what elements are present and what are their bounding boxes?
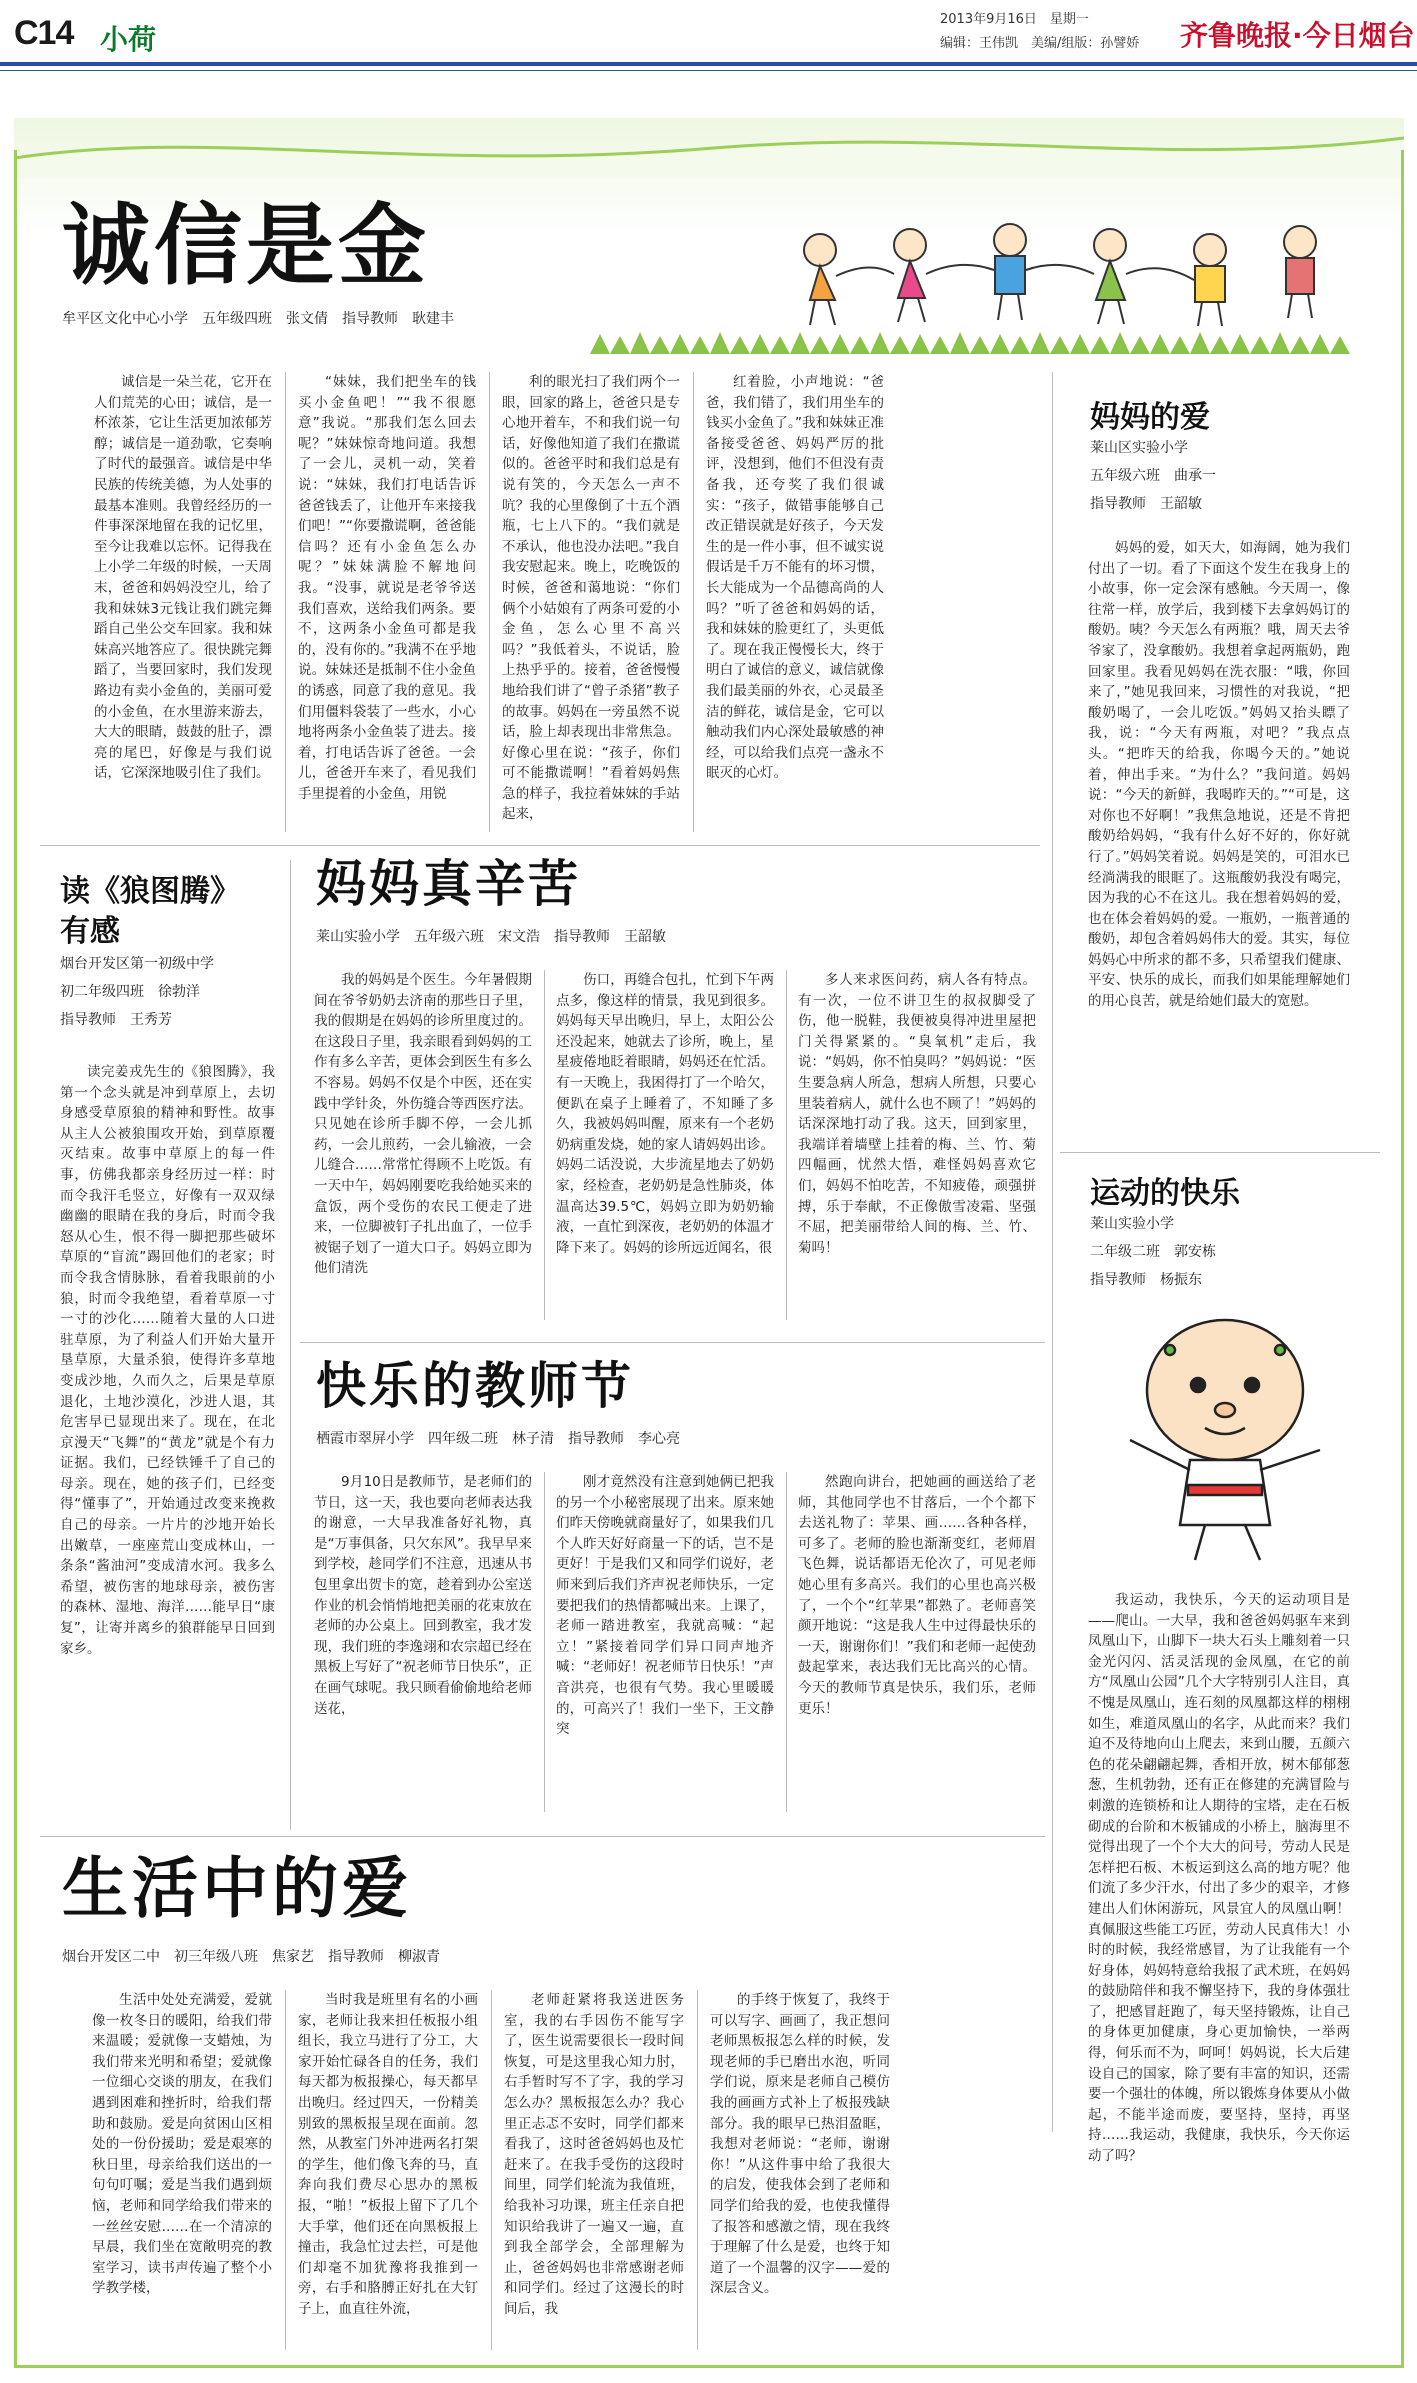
column-divider — [285, 1990, 286, 2350]
class-yundong: 二年级二班 郭安栋 — [1090, 1244, 1216, 1260]
article-body-shenghuo-col2: 当时我是班里有名的小画家，老师让我来担任板报小组组长，我立马进行了分工，大家开始忙碌各自的任务，我们每天都为板报操心，每天都早出晚归。经过四天，一份精美别致的黑板报呈现在面前。忽然，从教室门外冲进两名打架的学生，他们像飞奔的马，直奔向我们费尽心思办的黑板报，“啪！”板报上留下了几个大手掌，他们还在向黑板报上撞击，我急忙过去拦，可是他们却毫不加犹豫将我推到一旁，右手和胳膊正好扎在大钉子上，血直往外流， — [298, 1992, 478, 2317]
cartoon-boy-exercising-illustration — [1110, 1310, 1340, 1570]
article-body-langtuteng: 读完姜戎先生的《狼图腾》，我第一个念头就是冲到草原上，去切身感受草原狼的精神和野性。故事从主人公被狼围攻开始，到草原覆灭结束。故事中草原上的每一件事，仿佛我都亲身经历过一样：时而令我汗毛竖立，好像有一双双绿幽幽的眼睛在我的身后，时而令我怒从心生，恨不得一脚把那些破坏草原的“盲流”踢回他们的老家；时而令我含情脉脉，看着我眼前的小狼，时而令我绝望，看着草原一寸一寸的沙化……随着大量的人口进驻草原，为了利益人们开始大量开垦草原，大量杀狼，使得许多草地变成沙地，久而久之，后果是草原退化，土地沙漠化，沙进人退，其危害早已显现出来了。现在，在北京漫天“飞舞”的“黄龙”就是个有力证据。我们，已经铁锤千了自己的母亲。现在，她的孩子们，已经变得“懂事了”，开始通过改变来挽救自己的母亲。一片片的沙地开始长出嫩草，一座座荒山变成林山，一条条“酱油河”变成清水河。我多么希望，被伤害的地球母亲，被伤害的森林、湿地、海洋……能早日“康复”，让寄并离乡的狼群能早日回到家乡。 — [60, 1064, 275, 1657]
column-divider — [544, 970, 545, 1320]
school-langtuteng: 烟台开发区第一初级中学 — [60, 956, 214, 972]
article-body-chengxin-col1: 诚信是一朵兰花，它开在人们荒芜的心田；诚信，是一杯浓茶，它让生活更加浓郁芳醇；诚信是一道劲歌，它奏响了时代的最强音。诚信是中华民族的传统美德，为人处事的最基本准则。我曾经经历的一件事深深地留在我的记忆里，至今让我难以忘怀。记得我在上小学二年级的时候，一天周末，爸爸和妈妈没空儿，给了我和妹妹3元钱让我们跳完舞蹈自己坐公交车回家。我和妹妹高兴地答应了。很快跳完舞蹈了，当要回家时，我们发现路边有卖小金鱼的，美丽可爱的小金鱼，在水里游来游去，大大的眼睛，鼓鼓的肚子，漂亮的尾巴，好像是与我们说话，它深深地吸引住了我们。 — [94, 374, 272, 782]
class-mama-ai: 五年级六班 曲承一 — [1090, 468, 1216, 484]
article-body-yundong: 我运动，我快乐，今天的运动项目是——爬山。一大早，我和爸爸妈妈驱车来到凤凰山下，山脚下一块大石头上雕刻着一只金光闪闪、活灵活现的金凤凰，在它的前方“凤凰山公园”几个大字特别引人注目，真不愧是凤凰山，连石刻的凤凰都这样的栩栩如生，难道凤凰山的名字，从此而来？我们迫不及待地向山上爬去，来到山腰，五颜六色的花朵翩翩起舞，香相开放，树木郁郁葱葱，生机勃勃，还有正在修建的充满冒险与刺激的连锁桥和让人期待的宝塔，走在石板砌成的台阶和木板铺成的小桥上，脑海里不觉得出现了一个个大大的问号，劳动人民是怎样把石板、木板运到这么高的地方呢？他们流了多少汗水，付出了多少的艰辛，才修建出人们休闲游玩，风景宜人的凤凰山啊！真佩服这些能工巧匠，劳动人民真伟大！小时的时候，我经常感冒，为了让我能有一个好身体，妈妈特意给我报了武术班，在妈妈的鼓励陪伴和我不懈坚持下，我的身体强壮了，把感冒赶跑了，每天坚持锻炼，让自己的身体更加健康，身心更加愉快，一举两得，何乐而不为，呵呵！妈妈说，长大后建设自己的国家，除了要有丰富的知识，还需要一个强壮的体魄，所以锻炼身体要从小做起，不能半途而废，要坚持，坚持，再坚持……我运动，我健康，我快乐，今天你运动了吗？ — [1088, 1592, 1350, 2165]
sidebar-divider — [290, 860, 291, 1830]
article-body-mama-xinku-col3: 多人来求医问药，病人各有特点。有一次，一位不讲卫生的叔叔脚受了伤，他一脱鞋，我便被臭得冲进里屋把门关得紧紧的。“臭氧机”走后，我说：“妈妈，你不怕臭吗？”妈妈说：“医生要急病人所急，想病人所想，只要心里装着病人，就什么也不顾了！”妈妈的话深深地打动了我。这天，回到家里，我端详着墙壁上挂着的梅、兰、竹、菊四幅画，忧然大悟，难怪妈妈喜欢它们，妈妈不怕吃苦，不知疲倦，顽强拼搏，乐于奉献，不正像傲雪凌霜、坚强不屈，把美丽带给人间的梅、兰、竹、菊吗！ — [798, 972, 1036, 1256]
byline-mama-xinku: 莱山实验小学 五年级六班 宋文浩 指导教师 王韶敏 — [316, 929, 666, 945]
section-wave-border — [14, 118, 1404, 178]
article-body-chengxin-col3: 利的眼光扫了我们两个一眼，回家的路上，爸爸只是专心地开着车，不和我们说一句话，好像他知道了我们在撒谎似的。爸爸平时和我们总是有说有笑的，今天怎么一声不吭？我的心里像倒了十五个酒瓶，七上八下的。“我们就是不承认，他也没办法吧。”我自我安慰起来。晚上，吃晚饭的时候，爸爸和蔼地说：“你们俩个小姑娘有了两条可爱的小金鱼，怎么心里不高兴吗？”我低着头，不说话，脸上热乎乎的。接着，爸爸慢慢地给我们讲了“曾子杀猪”教子的故事。妈妈在一旁虽然不说话，脸上却表现出非常焦急。好像心里在说：“孩子，你们可不能撒谎啊！”看着妈妈焦急的样子，我拉着妹妹的手站起来， — [502, 374, 680, 823]
section-rule — [40, 845, 1040, 846]
article-title-shenghuo: 生活中的爱 — [62, 1850, 412, 1927]
article-title-yundong: 运动的快乐 — [1090, 1176, 1240, 1211]
header-rule — [0, 62, 1417, 66]
byline-shenghuo: 烟台开发区二中 初三年级八班 焦家艺 指导教师 柳淑青 — [62, 1949, 440, 1965]
column-divider — [697, 1990, 698, 2350]
article-body-mama-ai: 妈妈的爱，如天大，如海阔，她为我们付出了一切。看了下面这个发生在我身上的小故事，你一定会深有感触。今天周一，像往常一样，放学后，我到楼下去拿妈妈订的酸奶。咦？今天怎么有两瓶？哦，周天去爷爷家了，没拿酸奶。我想着拿起两瓶奶，跑回家里。我看见妈妈在洗衣服：“哦，你回来了，”她见我回来，习惯性的对我说，“把酸奶喝了，一会儿吃饭。”妈妈又抬头瞟了我，说：“今天有两瓶，对吧？”我点点头。“把昨天的给我，你喝今天的。”她说着，伸出手来。“为什么？”我问道。妈妈说：“今天的新鲜，我喝昨天的。”“可是，这对你也不好啊！”我焦急地说，还是不肯把酸奶给妈妈，“我有什么好不好的，你好就行了。”妈妈笑着说。妈妈是笑的，可泪水已经淌满我的眼眶了。这瓶酸奶我没有喝完，因为我的心不在这儿。我在想着妈妈的爱，也在体会着妈妈的爱。一瓶奶，一瓶普通的酸奶，却包含着妈妈伟大的爱。其实，每位妈妈心中所求的都不多，只希望我们健康、平安、快乐的成长，而我们如果能理解她们的用心良苦，就是给她们最大的宽慰。 — [1088, 540, 1350, 1010]
column-divider — [285, 372, 286, 832]
page-header — [0, 0, 1417, 62]
byline-chengxin: 牟平区文化中心小学 五年级四班 张文倩 指导教师 耿建丰 — [62, 311, 454, 327]
page-number: C14 — [14, 14, 74, 52]
article-body-shenghuo-col1: 生活中处处充满爱，爱就像一枚冬日的暖阳，给我们带来温暖；爱就像一支蜡烛，为我们带来光明和希望；爱就像一位细心交谈的朋友，在我们遇到困难和挫折时，给我们帮助和鼓励。爱是向贫困山区相处的一份份援助；爱是艰寒的秋日里，母亲给我们送出的一句句叮嘱；爱是当我们遇到烦恼，老师和同学给我们带来的一丝丝安慰……在一个清凉的早晨，我们坐在宽敞明亮的教室学习，读书声传遍了整个小学教学楼， — [92, 1992, 272, 2297]
teacher-langtuteng: 指导教师 王秀芳 — [60, 1012, 172, 1028]
section-rule — [1060, 1152, 1380, 1153]
issue-date: 2013年9月16日 星期一 — [940, 12, 1089, 27]
newspaper-brand: 齐鲁晚报·今日烟台 — [1180, 19, 1415, 52]
frame-left-border — [14, 150, 17, 2365]
article-title-langtuteng-line2: 有感 — [60, 914, 120, 949]
teacher-yundong: 指导教师 杨振东 — [1090, 1272, 1202, 1288]
editor-credits: 编辑：王伟凯 美编/组版：孙譬娇 — [940, 36, 1140, 51]
school-yundong: 莱山实验小学 — [1090, 1216, 1174, 1232]
column-divider — [544, 1472, 545, 1812]
article-title-chengxin: 诚信是金 — [62, 194, 431, 297]
children-playing-illustration — [780, 200, 1340, 350]
article-body-shenghuo-col4: 的手终于恢复了，我终于可以写字、画画了，我正想问老师黑板报怎么样的时候，发现老师的手已磨出水泡，听同学们说，原来是老师自己模仿我的画画方式补上了板报残缺部分。我的眼早已热泪盈眶，我想对老师说：“老师，谢谢你！”从这件事中给了我很大的启发，使我体会到了老师和同学们给我的爱，也使我懂得了报答和感激之情，现在我终于理解了什么是爱，也终于知道了一个温馨的汉字——爱的深层含义。 — [710, 1992, 890, 2297]
article-title-langtuteng-line1: 读《狼图腾》 — [60, 874, 240, 909]
column-divider — [491, 1990, 492, 2350]
section-rule — [300, 1342, 1045, 1343]
header-thin-rule — [0, 70, 1417, 71]
class-langtuteng: 初二年级四班 徐勃洋 — [60, 984, 200, 1000]
frame-bottom-border — [14, 2365, 1404, 2368]
article-title-mama-ai: 妈妈的爱 — [1090, 400, 1210, 435]
frame-right-border — [1401, 150, 1404, 2365]
article-body-chengxin-col2: “妹妹，我们把坐车的钱买小金鱼吧！”“我不很愿意”我说。“那我们怎么回去呢？”妹妹惊奇地问道。我想了一会儿，灵机一动，笑着说：“妹妹，我们打电话告诉爸爸钱丢了，让他开车来接我们吧！”“你要撒谎啊，爸爸能信吗？还有小金鱼怎么办呢？”妹妹满脸不解地问我。“没事，就说是老爷爷送我们喜欢，送给我们两条。要不，这两条小金鱼可都是我的，没有你的。”我满不在乎地说。妹妹还是抵制不住小金鱼的诱惑，同意了我的意见。我们用僵料袋装了一些水，小心地将两条小金鱼装了进去。接着，打电话告诉了爸爸。一会儿，爸爸开车来了，看见我们手里提着的小金鱼，用锐 — [298, 374, 476, 802]
article-body-jiaoshi-col1: 9月10日是教师节，是老师们的节日，这一天，我也要向老师表达我的谢意，一大早我准备好礼物，真是“万事俱备，只欠东风”。我早早来到学校，趁同学们不注意，迅速从书包里拿出贺卡的宽，趁着到办公室送作业的机会悄悄地把美丽的花束放在老师的办公桌上。回到教室，我才发现，我们班的李逸翊和农宗超已经在黑板上写好了“祝老师节日快乐”，正在画气球呢。我只顾看偷偷地给老师送花， — [314, 1474, 532, 1717]
byline-jiaoshi: 栖霞市翠屏小学 四年级二班 林子清 指导教师 李心亮 — [316, 1431, 680, 1447]
school-mama-ai: 莱山区实验小学 — [1090, 440, 1188, 456]
article-body-mama-xinku-col2: 伤口，再缝合包扎，忙到下午两点多，像这样的情景，我见到很多。妈妈每天早出晚归，早上，太阳公公还没起来，她就去了诊所，晚上，星星疲倦地眨着眼睛，妈妈还在忙活。有一天晚上，我困得打了一个哈欠，便趴在桌子上睡着了，不知睡了多久，我被妈妈叫醒，原来有一个老奶奶病重发烧，她的家人请妈妈出诊。妈妈二话没说，大步流星地去了奶奶家，经检查，老奶奶是急性肺炎，体温高达39.5℃，妈妈立即为奶奶输液，一直忙到深夜，老奶奶的体温才降下来了。妈妈的诊所远近闻名，很 — [556, 972, 774, 1256]
grass-border-illustration — [590, 330, 1350, 354]
sidebar-divider — [1052, 372, 1053, 2132]
section-name: 小荷 — [100, 23, 157, 56]
section-rule — [40, 1836, 1045, 1837]
teacher-mama-ai: 指导教师 王韶敏 — [1090, 496, 1202, 512]
column-divider — [693, 372, 694, 832]
column-divider — [489, 372, 490, 832]
article-body-mama-xinku-col1: 我的妈妈是个医生。今年暑假期间在爷爷奶奶去济南的那些日子里，我的假期是在妈妈的诊所里度过的。在这段日子里，我亲眼看到妈妈的工作有多么辛苦，更体会到医生有多么不容易。妈妈不仅是个中医，还在实践中学针灸，外伤缝合等西医疗法。只见她在诊所手脚不停，一会儿抓药，一会儿煎药，一会儿输液，一会儿缝合……常常忙得顾不上吃饭。有一天中午，妈妈刚要吃我给她买来的盒饭，两个受伤的农民工便走了进来，一位脚被钉子扎出血了，一位手被锯子划了一道大口子。妈妈立即为他们清洗 — [314, 972, 532, 1277]
article-body-chengxin-col4: 红着脸，小声地说：“爸爸，我们错了，我们用坐车的钱买小金鱼了。”我和妹妹正准备接受爸爸、妈妈严厉的批评，没想到，他们不但没有责备我，还夸奖了我们很诚实：“孩子，做错事能够自己改正错误就是好孩子，今天发生的是一件小事，但不诚实说假话是千万不能有的坏习惯，长大能成为一个品德高尚的人吗？”听了爸爸和妈妈的话，我和妹妹的脸更红了，头更低了。现在我正慢慢长大，终于明白了诚信的意义，诚信就像我们最美丽的外衣，心灵最圣洁的鲜花，诚信是金，它可以触动我们内心深处最敏感的神经，可以给我们点亮一盏永不眠灭的心灯。 — [706, 374, 884, 782]
article-title-mama-xinku: 妈妈真辛苦 — [316, 855, 581, 913]
article-title-jiaoshi: 快乐的教师节 — [316, 1357, 634, 1415]
column-divider — [786, 970, 787, 1320]
article-body-jiaoshi-col2: 刚才竟然没有注意到她俩已把我的另一个小秘密展现了出来。原来她们昨天傍晚就商量好了，如果我们几个人昨天好好商量一下的话，岂不是更好！于是我们又和同学们说好，老师来到后我们齐声祝老师快乐，一定要把我们的热情都喊出来。上课了，老师一踏进教室，我就高喊：“起立！”紧接着同学们异口同声地齐喊：“老师好！祝老师节日快乐！”声音洪亮，也很有气势。我心里暖暖的，可高兴了！我们一坐下，王文静突 — [556, 1474, 774, 1738]
article-body-shenghuo-col3: 老师赶紧将我送进医务室，我的右手因伤不能写字了，医生说需要很长一段时间恢复，可是这里我心知力肘，右手暂时写不了字，我的学习怎么办？黑板报怎么办？我心里正忐忑不安时，同学们都来看我了，这时爸爸妈妈也及忙赶来了。在我手受伤的这段时间里，同学们轮流为我值班，给我补习功课，班主任亲自把知识给我讲了一遍又一遍，直到我全部学会，全部理解为止，爸爸妈妈也非常感谢老师和同学们。经过了这漫长的时间后，我 — [504, 1992, 684, 2317]
column-divider — [786, 1472, 787, 1812]
article-body-jiaoshi-col3: 然跑向讲台，把她画的画送给了老师，其他同学也不甘落后，一个个都下去送礼物了：苹果、画……各种各样，可多了。老师的脸也渐渐变红，老师眉飞色舞，说话都语无伦次了，可见老师她心里有多高兴。我们的心里也高兴极了，一个个“红苹果”都熟了。老师喜笑颜开地说：“这是我人生中过得最快乐的一天，谢谢你们！”我们和老师一起使劲鼓起掌来，表达我们无比高兴的心情。今天的教师节真是快乐，我们乐，老师更乐！ — [798, 1474, 1036, 1717]
